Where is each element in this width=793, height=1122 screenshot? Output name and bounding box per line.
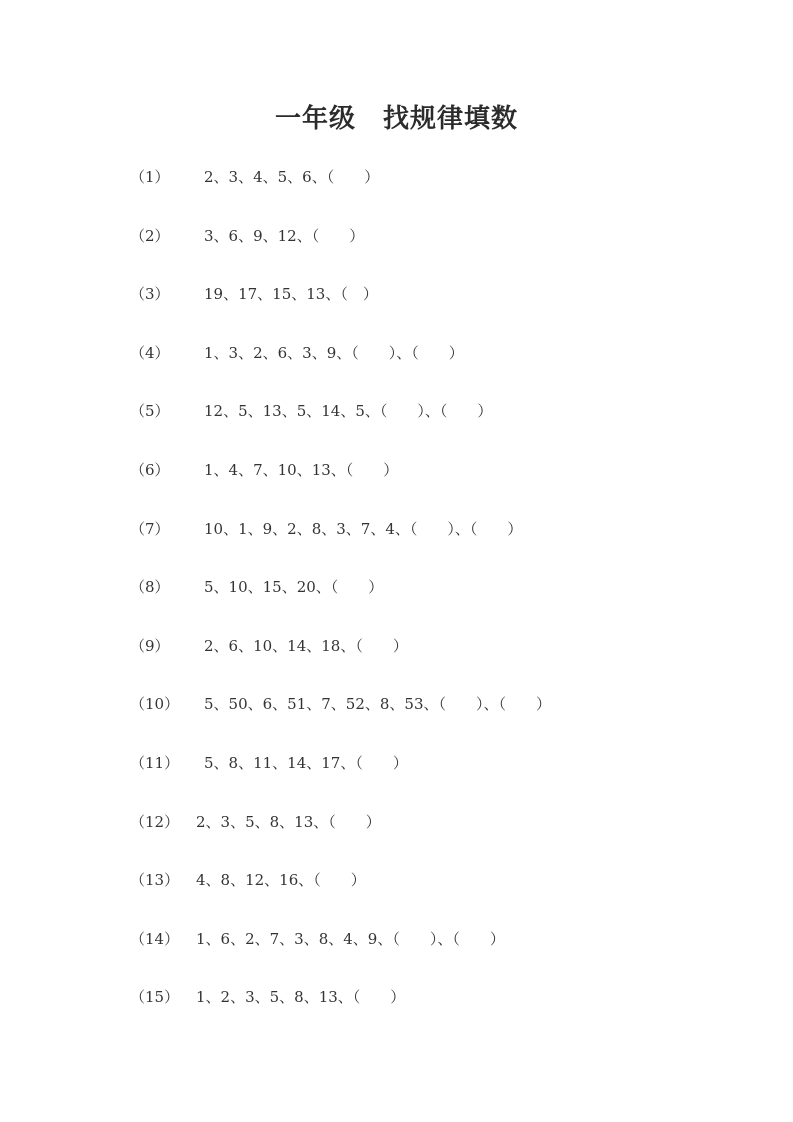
problem-number: （5） <box>130 402 170 421</box>
problem-sequence: 4、8、12、16、（ ） <box>196 871 366 890</box>
problem-number: （15） <box>130 988 180 1007</box>
problem-number: （9） <box>130 636 170 655</box>
problem-number: （7） <box>130 519 170 538</box>
problem-item <box>130 928 730 987</box>
problem-number: （3） <box>130 285 170 304</box>
problem-sequence: 1、6、2、7、3、8、4、9、（ ）、（ ） <box>196 929 505 948</box>
problem-item <box>130 225 730 284</box>
problem-number: （6） <box>130 460 170 479</box>
problem-number: （10） <box>130 695 180 714</box>
problem-number: （8） <box>130 578 170 597</box>
problem-item <box>130 576 730 635</box>
problem-sequence: 2、6、10、14、18、（ ） <box>204 636 408 655</box>
problem-number: （14） <box>130 929 180 948</box>
problem-number: （4） <box>130 343 170 362</box>
problem-item <box>130 752 730 811</box>
problem-number: （13） <box>130 871 180 890</box>
problem-sequence: 3、6、9、12、（ ） <box>204 226 365 245</box>
problem-item <box>130 693 730 752</box>
problem-item <box>130 459 730 518</box>
problem-sequence: 19、17、15、13、（ ） <box>204 285 378 304</box>
problem-item <box>130 518 730 577</box>
problem-number: （12） <box>130 812 180 831</box>
problem-sequence: 1、3、2、6、3、9、（ ）、（ ） <box>204 343 464 362</box>
problem-item <box>130 635 730 694</box>
problem-number: （1） <box>130 168 170 186</box>
problem-sequence: 10、1、9、2、8、3、7、4、（ ）、（ ） <box>204 519 523 538</box>
problem-sequence: 5、10、15、20、（ ） <box>204 578 384 597</box>
page-title: 一年级 找规律填数 <box>274 104 518 134</box>
problem-sequence: 12、5、13、5、14、5、（ ）、（ ） <box>204 402 493 421</box>
problem-item <box>130 986 730 1045</box>
problem-list <box>130 166 730 1045</box>
problem-item <box>130 811 730 870</box>
problem-sequence: 5、8、11、14、17、（ ） <box>204 753 408 772</box>
problem-item <box>130 283 730 342</box>
problem-sequence: 2、3、4、5、6、（ ） <box>204 168 380 186</box>
problem-sequence: 1、2、3、5、8、13、（ ） <box>196 988 406 1007</box>
problem-number: （11） <box>130 753 180 772</box>
problem-sequence: 2、3、5、8、13、（ ） <box>196 812 381 831</box>
problem-sequence: 1、4、7、10、13、（ ） <box>204 460 399 479</box>
problem-item <box>130 342 730 401</box>
problem-number: （2） <box>130 226 170 245</box>
problem-item <box>130 400 730 459</box>
problem-sequence: 5、50、6、51、7、52、8、53、（ ）、（ ） <box>204 695 552 714</box>
problem-item <box>130 166 730 225</box>
problem-item <box>130 869 730 928</box>
